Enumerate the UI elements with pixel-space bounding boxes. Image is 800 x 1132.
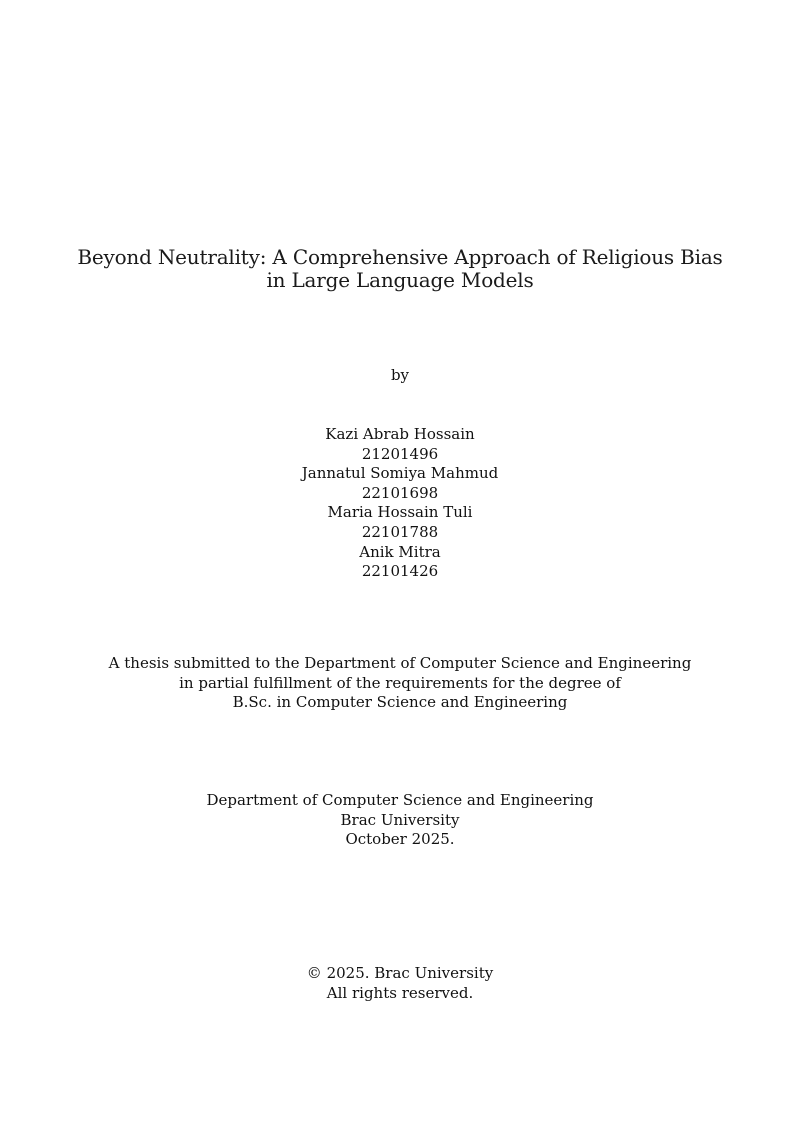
author-name: Jannatul Somiya Mahmud [301,464,499,483]
author-id: 22101426 [361,562,439,581]
author-name: Kazi Abrab Hossain [325,425,475,443]
submission-date: October 2025. [345,830,455,849]
thesis-statement-line-3: B.Sc. in Computer Science and Engineering [232,693,568,712]
university-name: Brac University [340,810,460,829]
author-id: 21201496 [361,444,439,463]
affiliation [0,791,800,850]
thesis-statement [0,654,800,713]
copyright-line-1: © 2025. Brac University [306,964,494,982]
thesis-statement-line-1: A thesis submitted to the Department of Computer Science and Engineering [108,654,692,672]
author-id: 22101698 [361,483,439,502]
thesis-title [0,246,800,292]
author-name: Maria Hossain Tuli [327,503,473,522]
author-name: Anik Mitra [359,542,441,561]
department-name: Department of Computer Science and Engineering [206,791,594,809]
thesis-title-line-2: in Large Language Models [266,268,534,292]
thesis-statement-line-2: in partial fulfillment of the requirements for the degree of [179,673,621,692]
thesis-title-line-1: Beyond Neutrality: A Comprehensive Approach of Religious Bias [77,245,723,269]
copyright-line-2: All rights reserved. [326,983,474,1002]
copyright-notice [0,964,800,1003]
author-list [0,425,800,582]
by-label: by [390,366,410,384]
author-id: 22101788 [361,522,439,541]
